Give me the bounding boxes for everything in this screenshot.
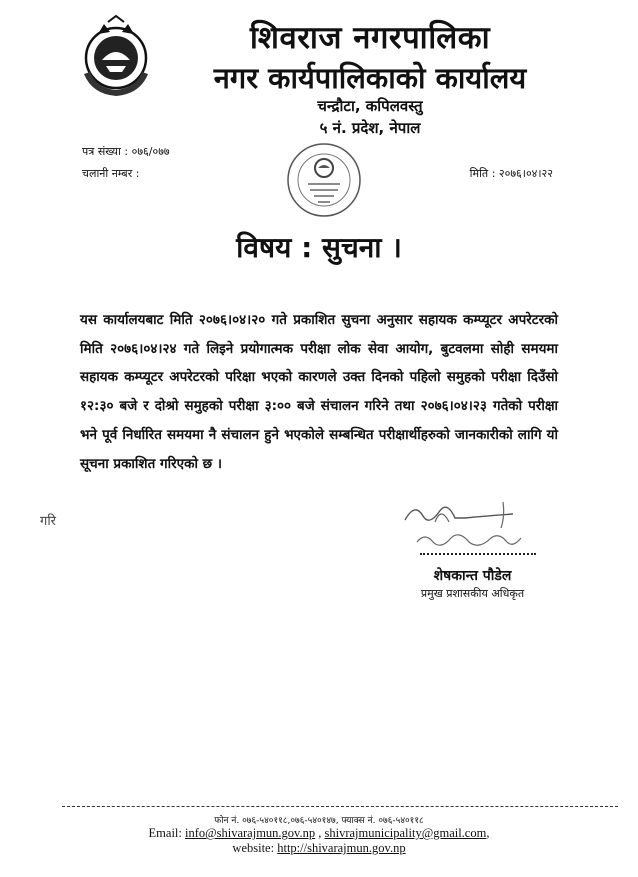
footer-phone: फोन नं. ०७६-५४०११८,०७६-५४०१४७, फ्याक्स नं. ०७६-५४०११८ (214, 816, 424, 826)
website-link[interactable]: http://shivarajmun.gov.np (277, 841, 406, 855)
email-suffix: , (486, 826, 490, 840)
footer-email (0, 826, 638, 841)
letter-date: मिति : २०७६।०४।२२ (469, 167, 553, 180)
handwritten-signature-icon (395, 498, 545, 554)
reference-number: पत्र संख्या : ०७६/०७७ (82, 145, 170, 158)
website-prefix: website: (232, 841, 278, 855)
office-province: ५ नं. प्रदेश, नेपाल (319, 119, 421, 137)
signature-line (420, 553, 536, 555)
email-prefix: Email: (148, 826, 185, 840)
office-round-stamp-icon (284, 140, 364, 220)
dispatch-number: चलानी नम्बर : (82, 167, 140, 180)
subject-heading: विषय : सुचना । (236, 231, 402, 264)
email-link-1[interactable]: info@shivarajmun.gov.np (184, 826, 316, 840)
office-name: शिवराज नगरपालिका (249, 20, 491, 56)
signatory-name: शेषकान्त पौडेल (433, 568, 512, 584)
stray-mark: गरि (40, 514, 57, 529)
footer-website (0, 841, 638, 856)
office-address: चन्द्रौटा, कपिलवस्तु (317, 97, 423, 115)
signatory-title: प्रमुख प्रशासकीय अधिकृत (420, 587, 525, 600)
notice-body: यस कार्यालयबाट मिति २०७६।०४।२० गते प्रकाशित सुचना अनुसार सहायक कम्प्यूटर अपरेटरको मिति २०७६।०४।२४ गते लिइने प्रयोगात्मक परीक्षा लोक सेवा आयोग, बुटवलमा सोही समयमा सहायक कम्प्यूटर अपरेटरको परिक्षा भएको कारणले उक्त दिनको पहिलो समुहको परीक्षा दिउँसो १२:३० बजे र दोश्रो समुहको परीक्षा ३:०० बजे संचालन गरिने तथा २०७६।०४।२३ गतेको परीक्षा भने पूर्व निर्धारित समयमा नै संचालन हुने भएकोले सम्बन्धित परीक्षार्थीहरुको जानकारीको लागि यो सूचना प्रकाशित गरिएको छ । (80, 312, 558, 472)
footer-divider (62, 806, 618, 807)
email-link-2[interactable]: shivrajmunicipality@gmail.com (324, 826, 487, 840)
office-subtitle: नगर कार्यपालिकाको कार्यालय (213, 61, 527, 95)
email-separator: , (315, 826, 325, 840)
nepal-government-emblem-icon (78, 14, 154, 100)
